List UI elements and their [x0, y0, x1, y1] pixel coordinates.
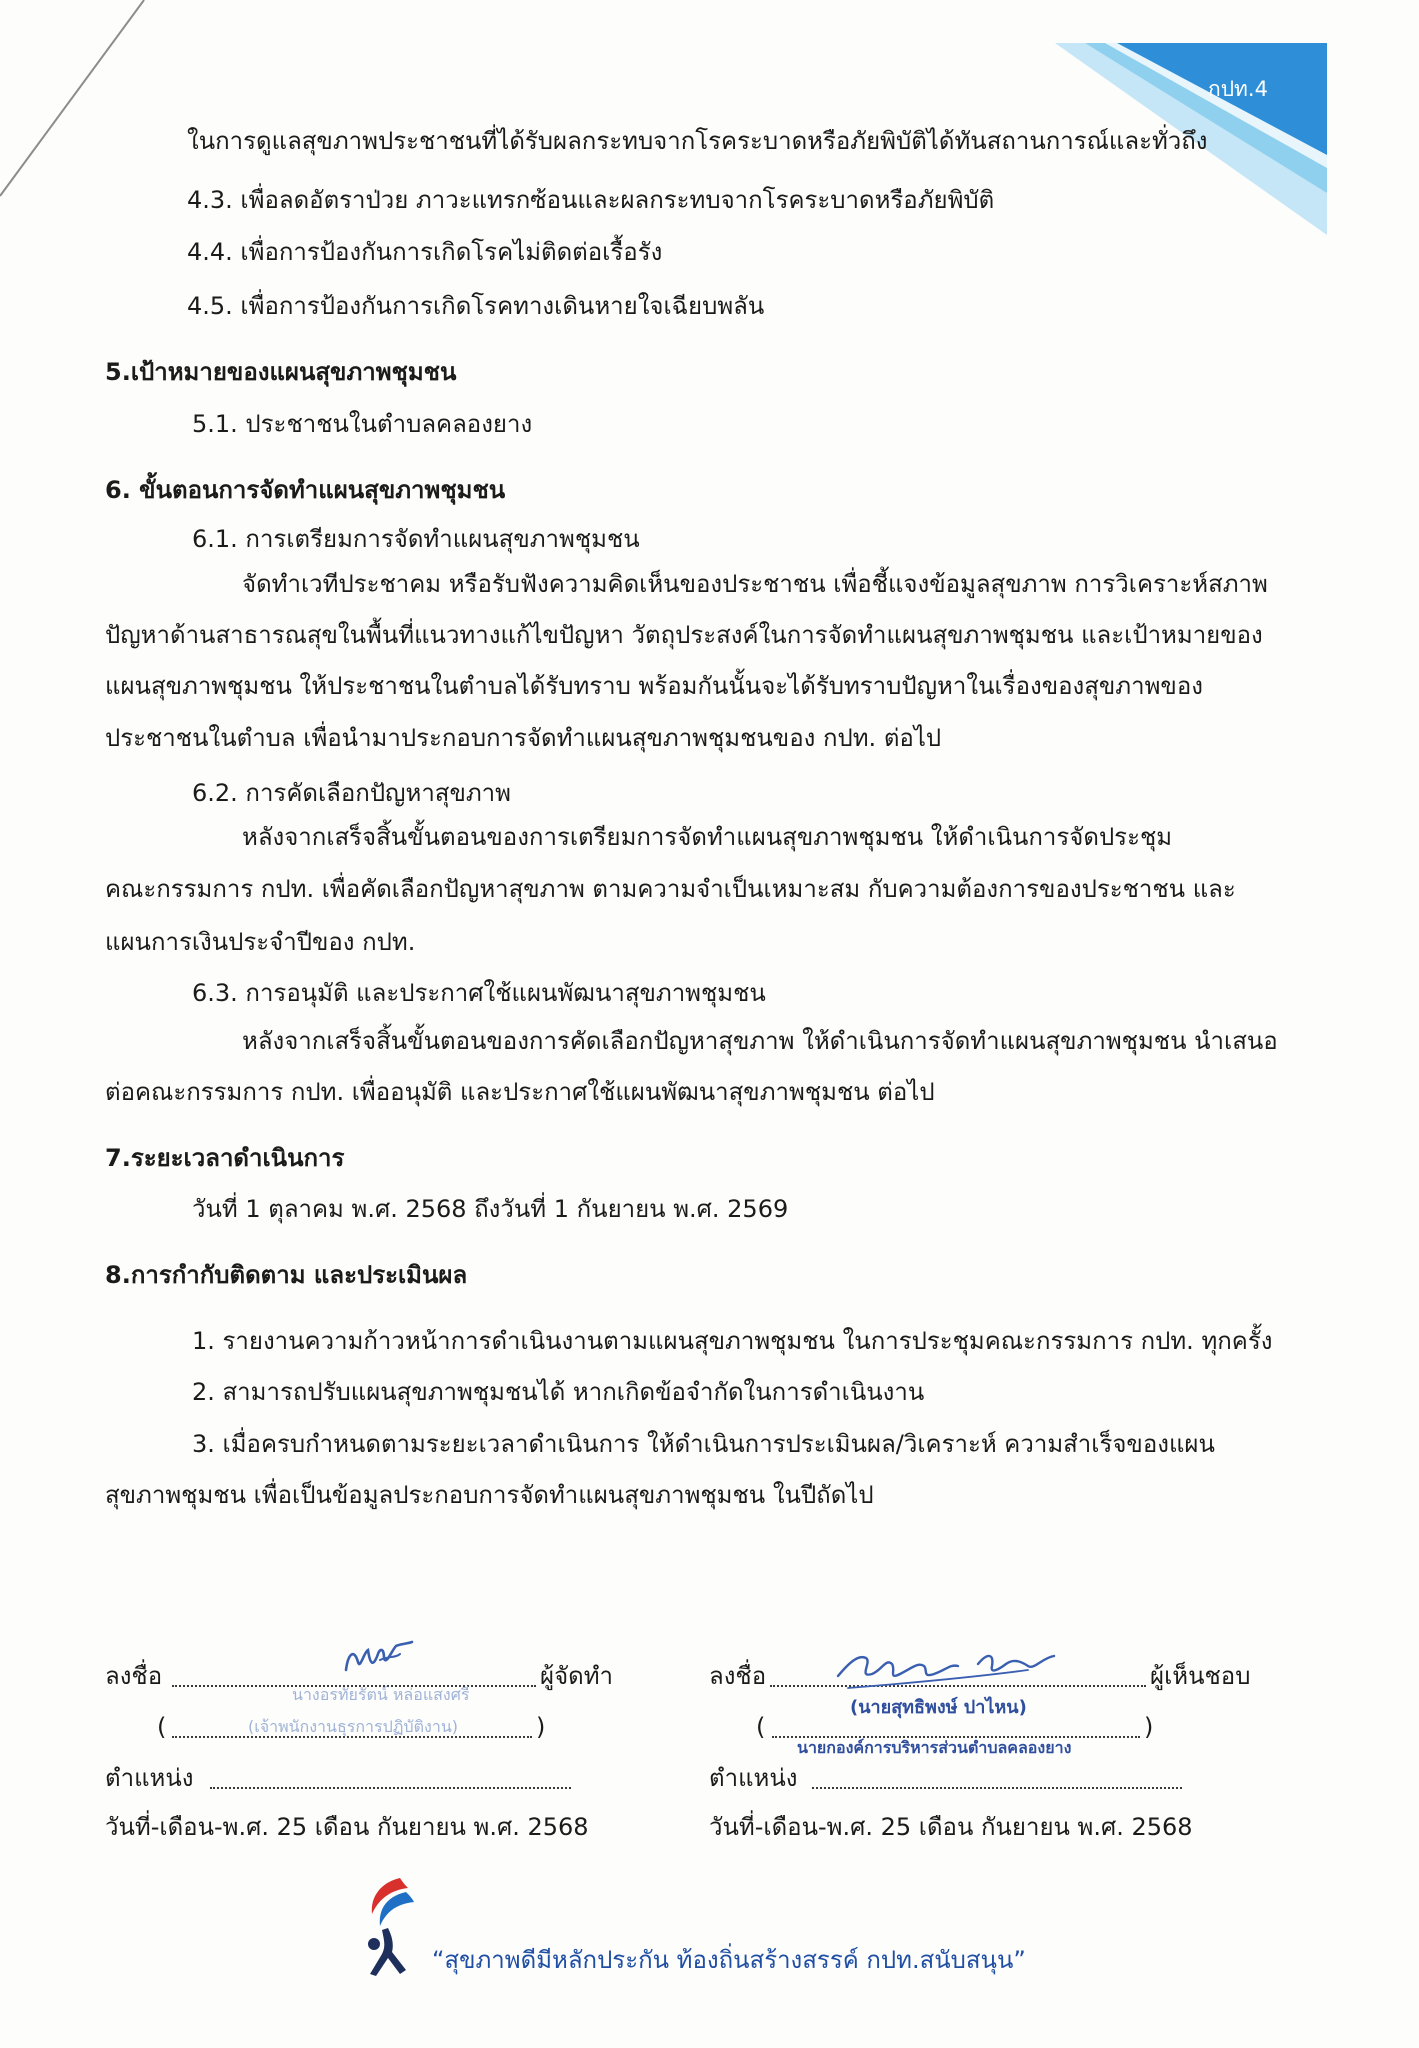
sign-date: วันที่-เดือน-พ.ศ. 25 เดือน กันยายน พ.ศ. 2568 — [105, 1813, 589, 1841]
operation-period: วันที่ 1 ตุลาคม พ.ศ. 2568 ถึงวันที่ 1 กันยายน พ.ศ. 2569 — [192, 1195, 789, 1223]
monitoring-item: 1. รายงานความก้าวหน้าการดำเนินงานตามแผนสุขภาพชุมชน ในการประชุมคณะกรรมการ กปท. ทุกครั้ง — [192, 1327, 1273, 1355]
sub-6-1-title: 6.1. การเตรียมการจัดทำแผนสุขภาพชุมชน — [192, 525, 640, 553]
close-paren: ) — [536, 1713, 546, 1741]
sign-label: ลงชื่อ — [709, 1662, 767, 1690]
paragraph-line: ปัญหาด้านสาธารณสุขในพื้นที่แนวทางแก้ไขปัญหา วัตถุประสงค์ในการจัดทำแผนสุขภาพชุมชน และเป้าหมายของ — [105, 621, 1263, 649]
role-label: ผู้เห็นชอบ — [1150, 1662, 1251, 1690]
section6-heading: 6. ขั้นตอนการจัดทำแผนสุขภาพชุมชน — [105, 476, 506, 504]
paragraph-line: หลังจากเสร็จสิ้นขั้นตอนของการคัดเลือกปัญหาสุขภาพ ให้ดำเนินการจัดทำแผนสุขภาพชุมชน นำเสนอ — [242, 1027, 1278, 1055]
monitoring-item: สุขภาพชุมชน เพื่อเป็นข้อมูลประกอบการจัดทำแผนสุขภาพชุมชน ในปีถัดไป — [105, 1481, 874, 1509]
monitoring-item: 3. เมื่อครบกำหนดตามระยะเวลาดำเนินการ ให้ดำเนินการประเมินผล/วิเคราะห์ ความสำเร็จของแผน — [192, 1430, 1215, 1458]
position-dotted-line — [210, 1787, 571, 1789]
logo-figure — [370, 1928, 406, 1976]
footer-slogan: “สุขภาพดีมีหลักประกัน ท้องถิ่นสร้างสรรค์ กปท.สนับสนุน” — [432, 1946, 1026, 1974]
section5-heading: 5.เป้าหมายของแผนสุขภาพชุมชน — [105, 358, 457, 386]
paragraph-line: คณะกรรมการ กปท. เพื่อคัดเลือกปัญหาสุขภาพ ตามความจำเป็นเหมาะสม กับความต้องการของประชาชน และ — [105, 875, 1236, 903]
paragraph-line: แผนการเงินประจำปีของ กปท. — [105, 928, 416, 956]
handwritten-signature-right — [828, 1644, 1078, 1694]
sub-6-3-title: 6.3. การอนุมัติ และประกาศใช้แผนพัฒนาสุขภาพชุมชน — [192, 979, 766, 1007]
position-label: ตำแหน่ง — [709, 1764, 798, 1792]
paragraph-line: ประชาชนในตำบล เพื่อนำมาประกอบการจัดทำแผนสุขภาพชุมชนของ กปท. ต่อไป — [105, 724, 942, 752]
logo-head — [368, 1938, 380, 1950]
item-5-1: 5.1. ประชาชนในตำบลคลองยาง — [192, 410, 533, 438]
stamp-position-left: (เจ้าพนักงานธุรการปฏิบัติงาน) — [248, 1717, 459, 1736]
section7-heading: 7.ระยะเวลาดำเนินการ — [105, 1144, 345, 1172]
lphf-logo — [360, 1874, 426, 1978]
handwritten-signature-left — [340, 1640, 420, 1685]
sign-label: ลงชื่อ — [105, 1662, 163, 1690]
item-4-3: 4.3. เพื่อลดอัตราป่วย ภาวะแทรกซ้อนและผลกระทบจากโรคระบาดหรือภัยพิบัติ — [187, 186, 995, 214]
paragraph-line: หลังจากเสร็จสิ้นขั้นตอนของการเตรียมการจัดทำแผนสุขภาพชุมชน ให้ดำเนินการจัดประชุม — [242, 823, 1173, 851]
badge-label: กปท.4 — [1208, 77, 1268, 101]
stamp-name-right: (นายสุทธิพงษ์ ปาไหน) — [850, 1697, 1027, 1718]
paragraph-line: ต่อคณะกรรมการ กปท. เพื่ออนุมัติ และประกาศใช้แผนพัฒนาสุขภาพชุมชน ต่อไป — [105, 1078, 935, 1106]
item-4-4: 4.4. เพื่อการป้องกันการเกิดโรคไม่ติดต่อเรื้อรัง — [187, 238, 663, 266]
sub-6-2-title: 6.2. การคัดเลือกปัญหาสุขภาพ — [192, 779, 511, 807]
role-label: ผู้จัดทำ — [540, 1662, 614, 1690]
open-paren: ( — [756, 1713, 766, 1741]
section4-continued-text: ในการดูแลสุขภาพประชาชนที่ได้รับผลกระทบจากโรคระบาดหรือภัยพิบัติได้ทันสถานการณ์และทั่วถึง — [187, 127, 1208, 155]
paragraph-line: แผนสุขภาพชุมชน ให้ประชาชนในตำบลได้รับทราบ พร้อมกันนั้นจะได้รับทราบปัญหาในเรื่องของสุขภาพของ — [105, 672, 1203, 700]
monitoring-item: 2. สามารถปรับแผนสุขภาพชุมชนได้ หากเกิดข้อจำกัดในการดำเนินงาน — [192, 1378, 925, 1406]
scan-corner-line — [0, 0, 150, 200]
stamp-position-right: นายกองค์การบริหารส่วนตำบลคลองยาง — [797, 1738, 1072, 1757]
section8-heading: 8.การกำกับติดตาม และประเมินผล — [105, 1261, 468, 1289]
item-4-5: 4.5. เพื่อการป้องกันการเกิดโรคทางเดินหายใจเฉียบพลัน — [187, 292, 765, 320]
sign-date: วันที่-เดือน-พ.ศ. 25 เดือน กันยายน พ.ศ. 2568 — [709, 1813, 1193, 1841]
logo-blue-swoosh — [380, 1892, 414, 1926]
open-paren: ( — [157, 1713, 167, 1741]
position-dotted-line — [812, 1787, 1182, 1789]
close-paren: ) — [1144, 1713, 1154, 1741]
position-label: ตำแหน่ง — [105, 1764, 194, 1792]
stamp-name-left: นางอรทัยรัตน์ หล่อแสงศรี — [292, 1685, 470, 1704]
paragraph-line: จัดทำเวทีประชาคม หรือรับฟังความคิดเห็นของประชาชน เพื่อชี้แจงข้อมูลสุขภาพ การวิเคราะห์สภาพ — [242, 570, 1268, 598]
